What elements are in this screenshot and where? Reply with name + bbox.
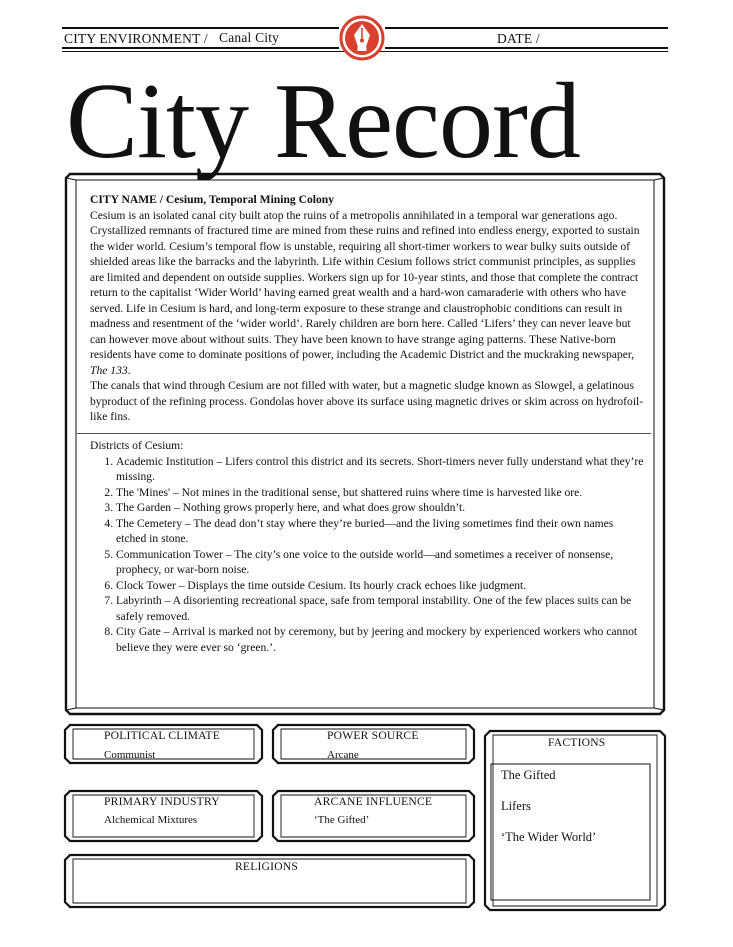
list-item: 4. The Cemetery – The dead don’t stay where they’re buried—and the living sometimes find their own names etched in stone. (116, 516, 646, 547)
political-climate-value[interactable]: Communist (104, 749, 156, 761)
primary-industry-value[interactable]: Alchemical Mixtures (104, 814, 198, 826)
religions-label: RELIGIONS (235, 860, 298, 873)
page-title: City Record (66, 62, 580, 181)
power-source-label: POWER SOURCE (327, 729, 419, 742)
city-name[interactable]: CITY NAME / Cesium, Temporal Mining Colony (90, 193, 335, 206)
city-description (90, 192, 646, 425)
districts-heading: Districts of Cesium: (90, 439, 184, 452)
political-climate-label: POLITICAL CLIMATE (104, 729, 220, 742)
faction-item[interactable]: The Gifted (501, 768, 556, 782)
list-item: 5. Communication Tower – The city’s one voice to the outside world—and sometimes a receiver of nonsense, prophecy, or war-born noise. (116, 547, 646, 578)
description-paragraph-1: Cesium is an isolated canal city built atop the ruins of a metropolis annihilated in a temporal war generations ago. Crystallized remnants of fractured time are mined from these ruins and refined into endless energy, exported to sustain the wider world. Cesium’s temporal flow is unstable, requiring all short-timer workers to wear bulky suits outside of shielded areas like the barracks and the labyrinth. Life within Cesium follows strict communist principles, as supplies are limited and dependent on outside supplies. Workers sign up for 10-year stints, and those that complete the contract return to the capitalist ‘Wider World’ having earned great wealth and a hard-won camaraderie with others who have served. Life in Cesium is hard, and long-term exposure to these strange and claustrophobic conditions can result in madness and resentment of the ‘wider world’. Rarely children are born here. Called ‘Lifers’ they can never leave but can however move about without suits. They have been known to have strange aging patterns. These Native-born residents have come to dominate positions of power, including the Academic District and the muckraking newspaper, The 133. (90, 208, 640, 377)
section-divider (77, 433, 651, 434)
districts-section (90, 438, 646, 655)
arcane-influence-label: ARCANE INFLUENCE (314, 795, 433, 808)
factions-box[interactable] (482, 728, 668, 913)
faction-item[interactable]: ‘The Wider World’ (501, 830, 597, 844)
list-item: 3. The Garden – Nothing grows properly here, and what does grow shouldn’t. (116, 500, 646, 516)
list-item: 8. City Gate – Arrival is marked not by ceremony, but by jeering and mockery by experienced workers who cannot believe they were ever so ‘green.’. (116, 624, 646, 655)
list-item: 7. Labyrinth – A disorienting recreational space, safe from temporal instability. One of the few places suits can be safely removed. (116, 593, 646, 624)
list-item: 1. Academic Institution – Lifers control this district and its secrets. Short-timers never fully understand what they’re missing. (116, 454, 646, 485)
power-source-value[interactable]: Arcane (327, 749, 359, 761)
districts-list (90, 454, 646, 656)
city-environment-value[interactable]: Canal City (219, 30, 280, 45)
pen-nib-icon (339, 15, 385, 61)
list-item: 6. Clock Tower – Displays the time outside Cesium. Its hourly crack echoes like judgment. (116, 578, 646, 594)
newspaper-name: The 133 (90, 363, 128, 377)
primary-industry-label: PRIMARY INDUSTRY (104, 795, 220, 808)
city-environment-label: CITY ENVIRONMENT / (64, 31, 208, 46)
factions-label: FACTIONS (548, 736, 606, 749)
description-paragraph-2: The canals that wind through Cesium are not filled with water, but a magnetic sludge known as Slowgel, a gelatinous byproduct of the refining process. Gondolas hover above its surface using magnetic drives or skim across on hydrofoil-like fins. (90, 379, 644, 423)
faction-item[interactable]: Lifers (501, 799, 531, 813)
list-item: 2. The 'Mines' – Not mines in the traditional sense, but shattered ruins where time is harvested like ore. (116, 485, 646, 501)
date-label: DATE / (497, 31, 540, 46)
arcane-influence-value[interactable]: ‘The Gifted’ (314, 814, 370, 826)
